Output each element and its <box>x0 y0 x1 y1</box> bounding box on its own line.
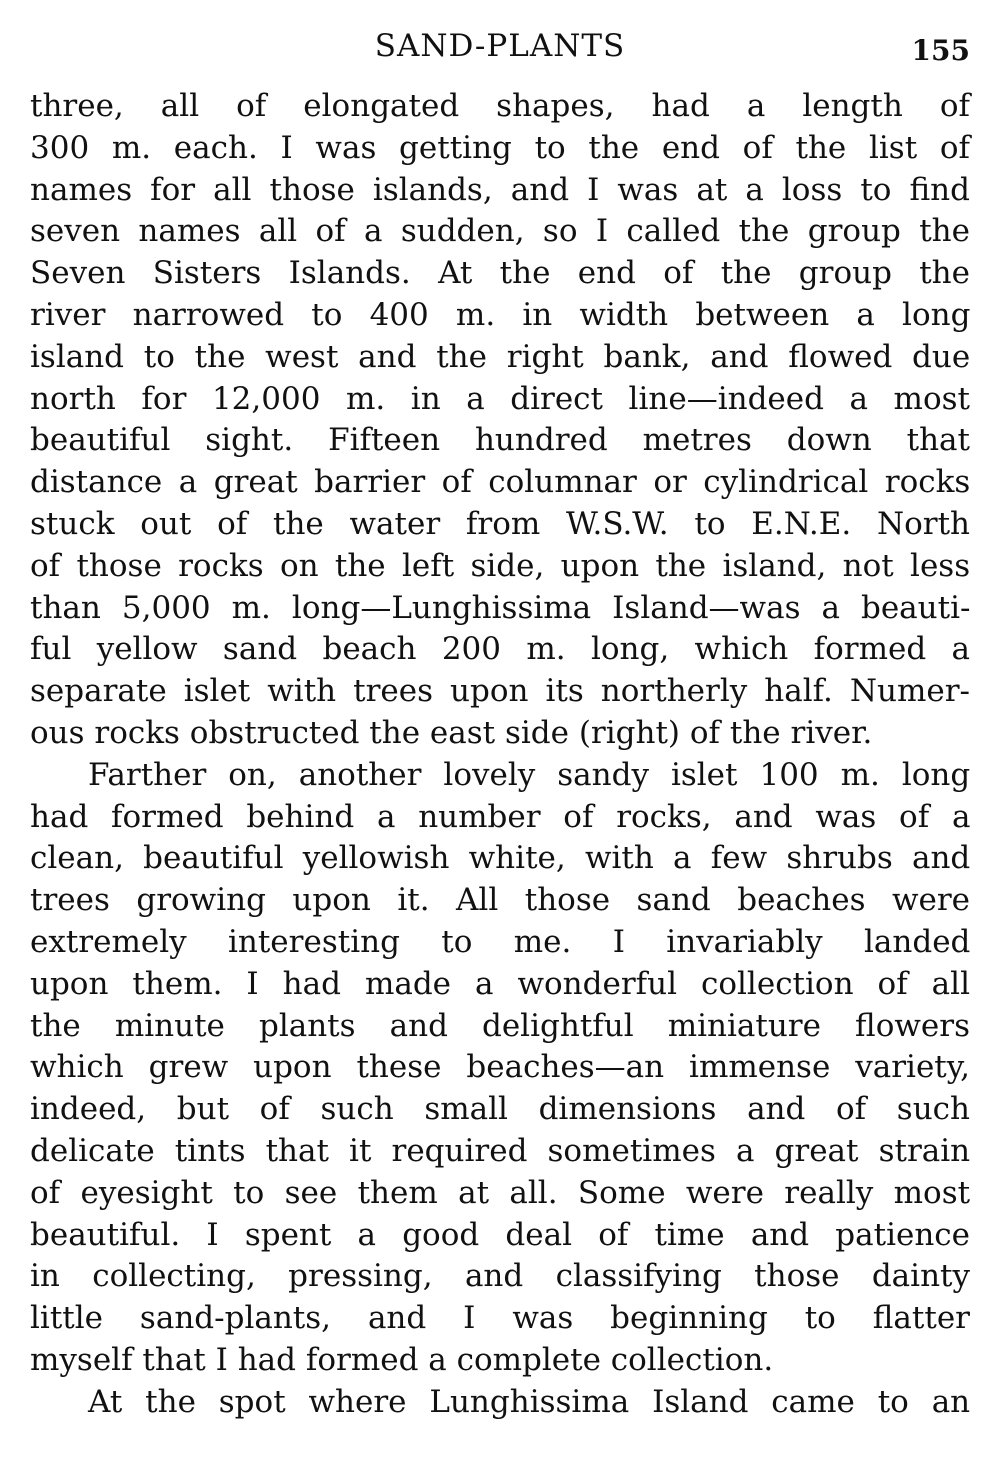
text-line: in collecting, pressing, and classifying those dainty <box>30 1258 971 1295</box>
book-page <box>30 28 970 1424</box>
text-line: little sand-plants, and I was beginning to flatter <box>30 1300 970 1337</box>
text-line: seven names all of a sudden, so I called the group the <box>30 213 970 250</box>
text-line: north for 12,000 m. in a direct line—indeed a most <box>30 380 970 417</box>
text-line: ous rocks obstructed the east side (right) of the river. <box>30 714 873 751</box>
text-line: of eyesight to see them at all. Some were really most <box>30 1174 971 1211</box>
text-line: clean, beautiful yellowish white, with a few shrubs and <box>30 840 971 877</box>
paragraph-2 <box>30 755 970 1382</box>
text-line: extremely interesting to me. I invariably landed <box>30 923 971 960</box>
text-line: names for all those islands, and I was at a loss to find <box>30 171 970 208</box>
text-line: beautiful. I spent a good deal of time and patience <box>30 1216 971 1253</box>
paragraph-3 <box>30 1382 970 1424</box>
text-line: upon them. I had made a wonderful collection of all <box>30 965 970 1002</box>
paragraph-1 <box>30 86 970 755</box>
text-line: three, all of elongated shapes, had a length of <box>30 88 970 124</box>
text-line: indeed, but of such small dimensions and of such <box>30 1091 970 1128</box>
body-text <box>30 86 970 1424</box>
text-line: of those rocks on the left side, upon the island, not less <box>30 547 971 584</box>
text-line: the minute plants and delightful miniature flowers <box>30 1007 970 1044</box>
text-line: ful yellow sand beach 200 m. long, which formed a <box>30 631 970 668</box>
text-line: stuck out of the water from W.S.W. to E.N.E. North <box>30 505 970 542</box>
running-head: SAND-PLANTS <box>374 28 626 64</box>
text-line: Seven Sisters Islands. At the end of the group the <box>30 255 970 292</box>
text-line: 300 m. each. I was getting to the end of the list of <box>30 129 970 166</box>
text-line: river narrowed to 400 m. in width between a long <box>30 296 971 333</box>
text-line: distance a great barrier of columnar or cylindrical rocks <box>30 464 971 501</box>
text-line: delicate tints that it required sometimes a great strain <box>30 1132 971 1169</box>
text-line: island to the west and the right bank, and flowed due <box>30 338 971 375</box>
text-line: myself that I had formed a complete collection. <box>30 1341 774 1378</box>
text-line: which grew upon these beaches—an immense variety, <box>30 1049 970 1086</box>
page-number: 155 <box>911 34 970 67</box>
text-line: Farther on, another lovely sandy islet 100 m. long <box>88 756 971 793</box>
text-line: had formed behind a number of rocks, and was of a <box>30 798 971 835</box>
text-line: trees growing upon it. All those sand beaches were <box>30 882 971 919</box>
text-line: separate islet with trees upon its northerly half. Numer- <box>30 673 970 710</box>
text-line: than 5,000 m. long—Lunghissima Island—was a beauti- <box>30 589 971 626</box>
page-header <box>30 28 970 86</box>
text-line: At the spot where Lunghissima Island came to an <box>88 1383 971 1420</box>
text-line: beautiful sight. Fifteen hundred metres down that <box>30 422 970 459</box>
